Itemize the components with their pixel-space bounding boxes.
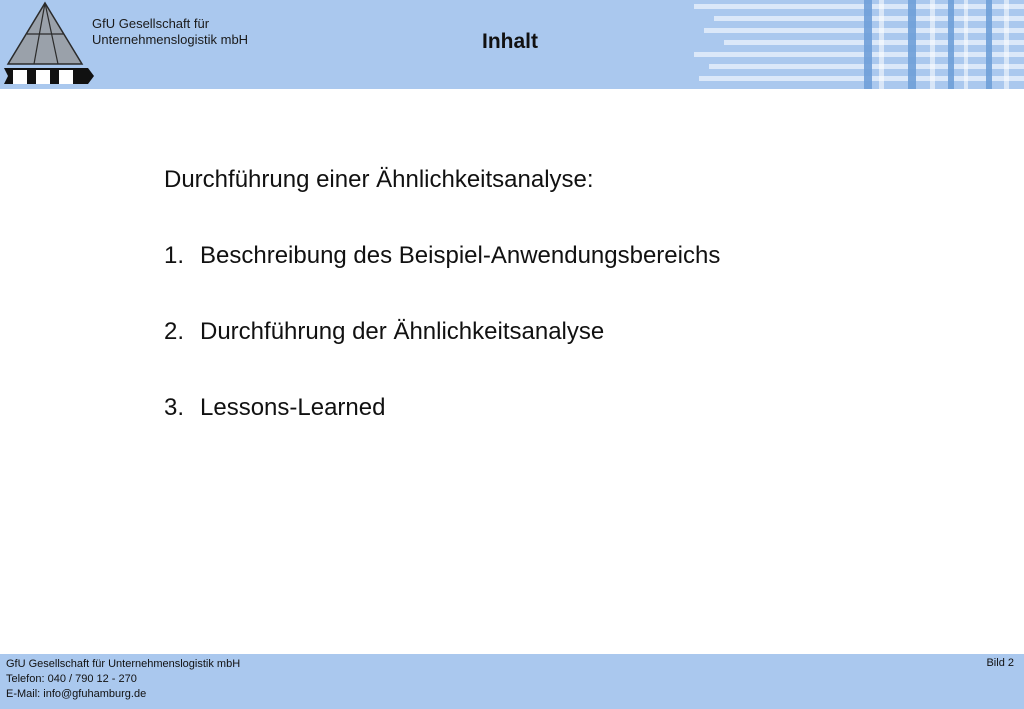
slide-title: Inhalt [482, 30, 538, 53]
list-item [164, 238, 944, 274]
header-band [0, 0, 1024, 89]
footer-band [0, 654, 1024, 709]
footer-phone: Telefon: 040 / 790 12 - 270 [6, 673, 137, 685]
list-item-label: Durchführung der Ähnlichkeitsanalyse [200, 318, 605, 345]
content-heading: Durchführung einer Ähnlichkeitsanalyse: [164, 166, 594, 193]
list-item-label: Beschreibung des Beispiel-Anwendungsbereichs [200, 242, 721, 269]
footer-email: E-Mail: info@gfuhamburg.de [6, 688, 147, 700]
agenda-list [164, 238, 944, 426]
list-item-number: 2. [164, 318, 185, 345]
slide-number: Bild 2 [986, 657, 1014, 669]
gfu-logo [0, 0, 96, 89]
list-item [164, 314, 944, 350]
company-line-2: Unternehmenslogistik mbH [92, 32, 249, 47]
slide-content [164, 162, 944, 466]
decorative-grid-pattern [694, 0, 1024, 89]
list-item-number: 1. [164, 242, 185, 269]
company-name [92, 16, 248, 48]
footer-company: GfU Gesellschaft für Unternehmenslogistik mbH [6, 658, 241, 670]
list-item [164, 390, 944, 426]
footer-contact [6, 657, 240, 702]
list-item-label: Lessons-Learned [200, 394, 386, 421]
company-line-1: GfU Gesellschaft für [92, 16, 210, 31]
list-item-number: 3. [164, 394, 185, 421]
